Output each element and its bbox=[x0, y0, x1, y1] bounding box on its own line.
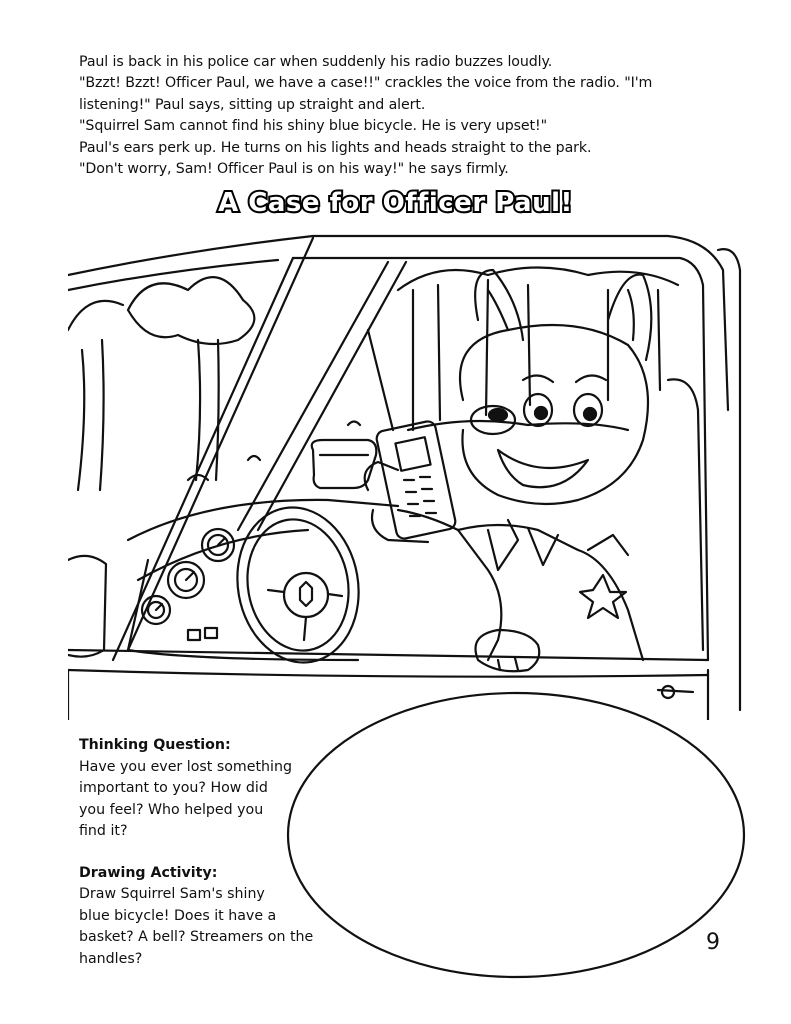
thinking-question-heading: Thinking Question: bbox=[79, 737, 231, 753]
page-number: 9 bbox=[706, 930, 720, 955]
thinking-question-line: find it? bbox=[79, 823, 128, 839]
coloring-illustration bbox=[68, 230, 748, 720]
thinking-question-line: Have you ever lost something bbox=[79, 758, 292, 775]
drawing-activity-line: Draw Squirrel Sam's shiny bbox=[79, 886, 265, 902]
thinking-question-line: you feel? Who helped you bbox=[79, 801, 264, 818]
story-line: Paul's ears perk up. He turns on his lights and heads straight to the park. bbox=[79, 139, 592, 156]
story-line: "Bzzt! Bzzt! Officer Paul, we have a case!!" crackles the voice from the radio. "I'm bbox=[79, 75, 653, 92]
story-text bbox=[79, 52, 719, 180]
drawing-activity-line: basket? A bell? Streamers on the bbox=[79, 929, 314, 945]
page-title: A Case for Officer Paul! bbox=[218, 188, 573, 218]
story-line: "Squirrel Sam cannot find his shiny blue bicycle. He is very upset!" bbox=[79, 118, 548, 135]
drawing-activity-line: blue bicycle! Does it have a bbox=[79, 907, 277, 924]
story-line: "Don't worry, Sam! Officer Paul is on his way!" he says firmly. bbox=[79, 161, 509, 178]
drawing-oval[interactable] bbox=[285, 690, 747, 980]
story-line: listening!" Paul says, sitting up straight and alert. bbox=[79, 96, 426, 113]
thinking-question-line: important to you? How did bbox=[79, 780, 268, 796]
story-line: Paul is back in his police car when suddenly his radio buzzes loudly. bbox=[79, 54, 553, 70]
drawing-activity-heading: Drawing Activity: bbox=[79, 864, 218, 881]
drawing-activity-line: handles? bbox=[79, 950, 143, 967]
activity-column bbox=[79, 735, 319, 970]
